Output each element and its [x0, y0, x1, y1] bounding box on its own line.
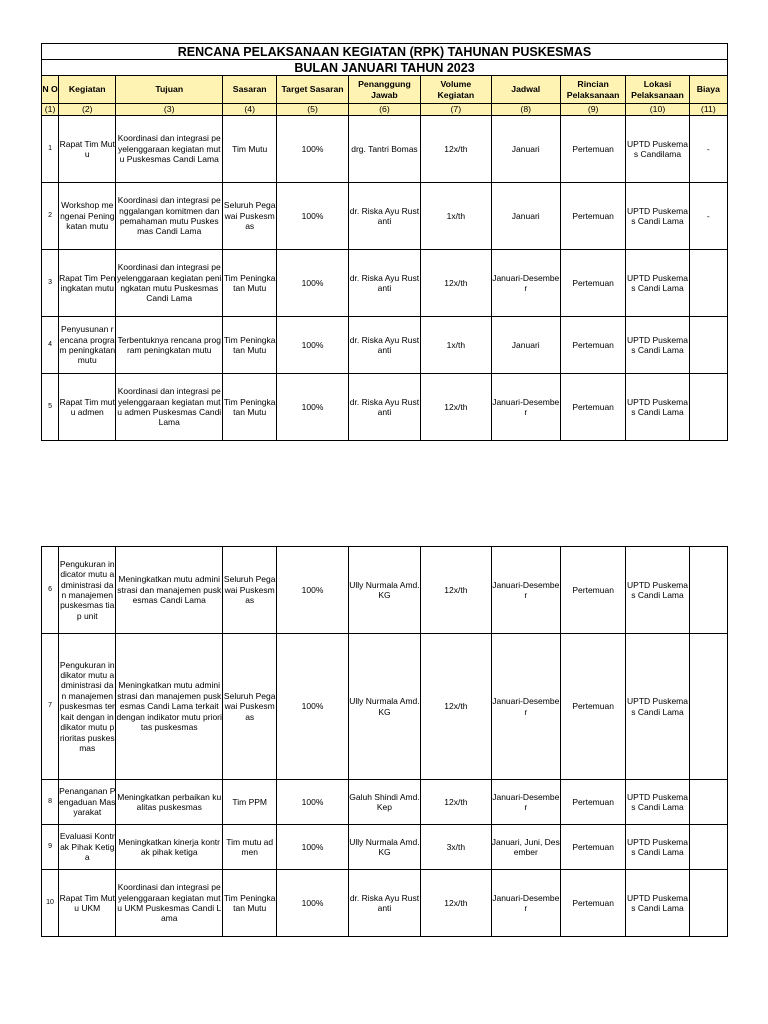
cell-volume: 3x/th: [421, 825, 491, 870]
cell-rincian: Pertemuan: [560, 116, 625, 183]
cell-kegiatan: Rapat Tim Peningkatan mutu: [59, 250, 116, 317]
cell-tujuan: Meningkatkan mutu administrasi dan manajemen puskesmas Candi Lama: [116, 547, 223, 634]
cell-penanggung-jawab: dr. Riska Ayu Rustanti: [348, 250, 420, 317]
cell-penanggung-jawab: dr. Riska Ayu Rustanti: [348, 374, 420, 441]
table-row: [42, 116, 728, 183]
cell-lokasi: UPTD Puskemas Candilama: [626, 116, 689, 183]
cell-rincian: Pertemuan: [560, 374, 625, 441]
table-row: [42, 547, 728, 634]
cell-kegiatan: Rapat Tim Mutu: [59, 116, 116, 183]
document-subtitle: BULAN JANUARI TAHUN 2023: [42, 60, 728, 76]
cell-jadwal: Januari, Juni, Desember: [491, 825, 560, 870]
col-num: (7): [421, 104, 491, 116]
row-number: 5: [42, 374, 59, 441]
cell-sasaran: Tim Peningkatan Mutu: [223, 250, 277, 317]
cell-rincian: Pertemuan: [560, 250, 625, 317]
cell-volume: 12x/th: [421, 116, 491, 183]
cell-biaya: [689, 870, 727, 937]
document-title: RENCANA PELAKSANAAN KEGIATAN (RPK) TAHUNAN PUSKESMAS: [42, 44, 728, 60]
cell-tujuan: Koordinasi dan integrasi peyelenggaraan kegiatan mutu admen Puskesmas Candi Lama: [116, 374, 223, 441]
cell-penanggung-jawab: Ully Nurmala Amd.KG: [348, 547, 420, 634]
col-num: (11): [689, 104, 727, 116]
col-num: (1): [42, 104, 59, 116]
cell-penanggung-jawab: dr. Riska Ayu Rustanti: [348, 317, 420, 374]
row-number: 10: [42, 870, 59, 937]
header-volume: Volume Kegiatan: [421, 76, 491, 104]
row-number: 3: [42, 250, 59, 317]
cell-tujuan: Meningkatkan kinerja kontrak pihak ketiga: [116, 825, 223, 870]
table-row: [42, 183, 728, 250]
col-num: (5): [277, 104, 348, 116]
col-num: (8): [491, 104, 560, 116]
table-row: [42, 780, 728, 825]
cell-tujuan: Koordinasi dan integrasi peyelenggaraan kegiatan peningkatan mutu Puskesmas Candi Lama: [116, 250, 223, 317]
cell-sasaran: Tim Peningkatan Mutu: [223, 374, 277, 441]
cell-biaya: -: [689, 183, 727, 250]
cell-jadwal: Januari: [491, 317, 560, 374]
cell-rincian: Pertemuan: [560, 870, 625, 937]
cell-sasaran: Tim Peningkatan Mutu: [223, 317, 277, 374]
row-number: 6: [42, 547, 59, 634]
cell-jadwal: Januari-Desember: [491, 780, 560, 825]
cell-volume: 1x/th: [421, 183, 491, 250]
row-number: 2: [42, 183, 59, 250]
row-number: 8: [42, 780, 59, 825]
cell-lokasi: UPTD Puskemas Candi Lama: [626, 870, 689, 937]
cell-rincian: Pertemuan: [560, 825, 625, 870]
cell-sasaran: Tim Peningkatan Mutu: [223, 870, 277, 937]
cell-rincian: Pertemuan: [560, 547, 625, 634]
cell-sasaran: Tim PPM: [223, 780, 277, 825]
cell-kegiatan: Pengukuran indikator mutu administrasi dan manajemen puskesmas terkait dengan indikator mutu prioritas puskesmas: [59, 634, 116, 780]
cell-jadwal: Januari: [491, 183, 560, 250]
cell-target: 100%: [277, 780, 348, 825]
cell-jadwal: Januari-Desember: [491, 634, 560, 780]
cell-kegiatan: Workshop mengenai Peningkatan mutu: [59, 183, 116, 250]
cell-penanggung-jawab: dr. Riska Ayu Rustanti: [348, 870, 420, 937]
row-number: 9: [42, 825, 59, 870]
table-row: [42, 250, 728, 317]
cell-kegiatan: Evaluasi Kontrak Pihak Ketiga: [59, 825, 116, 870]
cell-target: 100%: [277, 870, 348, 937]
rpk-table-part-2: [41, 546, 728, 937]
cell-jadwal: Januari-Desember: [491, 374, 560, 441]
cell-penanggung-jawab: Ully Nurmala Amd.KG: [348, 825, 420, 870]
row-number: 7: [42, 634, 59, 780]
cell-jadwal: Januari-Desember: [491, 547, 560, 634]
header-rincian: Rincian Pelaksanaan: [560, 76, 625, 104]
cell-target: 100%: [277, 825, 348, 870]
cell-sasaran: Tim Mutu: [223, 116, 277, 183]
cell-biaya: [689, 374, 727, 441]
cell-penanggung-jawab: dr. Riska Ayu Rustanti: [348, 183, 420, 250]
header-tujuan: Tujuan: [116, 76, 223, 104]
cell-lokasi: UPTD Puskemas Candi Lama: [626, 317, 689, 374]
cell-rincian: Pertemuan: [560, 780, 625, 825]
header-penanggung-jawab: Penanggung Jawab: [348, 76, 420, 104]
cell-volume: 12x/th: [421, 250, 491, 317]
cell-lokasi: UPTD Puskemas Candi Lama: [626, 250, 689, 317]
cell-sasaran: Seluruh Pegawai Puskesmas: [223, 547, 277, 634]
cell-sasaran: Seluruh Pegawai Puskesmas: [223, 183, 277, 250]
table-row: [42, 317, 728, 374]
cell-penanggung-jawab: Galuh Shindi Amd.Kep: [348, 780, 420, 825]
header-biaya: Biaya: [689, 76, 727, 104]
col-num: (9): [560, 104, 625, 116]
cell-jadwal: Januari-Desember: [491, 250, 560, 317]
cell-lokasi: UPTD Puskemas Candi Lama: [626, 374, 689, 441]
col-num: (2): [59, 104, 116, 116]
cell-target: 100%: [277, 547, 348, 634]
cell-biaya: [689, 634, 727, 780]
cell-kegiatan: Penyusunan rencana program peningkatan mutu: [59, 317, 116, 374]
cell-target: 100%: [277, 183, 348, 250]
cell-volume: 1x/th: [421, 317, 491, 374]
cell-volume: 12x/th: [421, 634, 491, 780]
cell-tujuan: Koordinasi dan integrasi penggalangan komitmen dan pemahaman mutu Puskesmas Candi Lama: [116, 183, 223, 250]
cell-kegiatan: Rapat Tim Mutu UKM: [59, 870, 116, 937]
cell-biaya: [689, 825, 727, 870]
cell-volume: 12x/th: [421, 374, 491, 441]
cell-kegiatan: Pengukuran indicator mutu administrasi dan manajemen puskesmas tiap unit: [59, 547, 116, 634]
cell-target: 100%: [277, 634, 348, 780]
cell-target: 100%: [277, 317, 348, 374]
cell-rincian: Pertemuan: [560, 634, 625, 780]
cell-lokasi: UPTD Puskemas Candi Lama: [626, 825, 689, 870]
header-no: N O: [42, 76, 59, 104]
header-target: Target Sasaran: [277, 76, 348, 104]
cell-volume: 12x/th: [421, 547, 491, 634]
col-num: (3): [116, 104, 223, 116]
table-row: [42, 870, 728, 937]
row-number: 1: [42, 116, 59, 183]
col-num: (4): [223, 104, 277, 116]
cell-tujuan: Koordinasi dan integrasi peyelenggaraan kegiatan mutu UKM Puskesmas Candi Lama: [116, 870, 223, 937]
cell-tujuan: Koordinasi dan integrasi peyelenggaraan kegiatan mutu Puskesmas Candi Lama: [116, 116, 223, 183]
cell-tujuan: Meningkatkan perbaikan kualitas puskesmas: [116, 780, 223, 825]
header-sasaran: Sasaran: [223, 76, 277, 104]
cell-jadwal: Januari: [491, 116, 560, 183]
cell-target: 100%: [277, 374, 348, 441]
cell-lokasi: UPTD Puskemas Candi Lama: [626, 634, 689, 780]
cell-biaya: [689, 250, 727, 317]
cell-jadwal: Januari-Desember: [491, 870, 560, 937]
cell-lokasi: UPTD Puskemas Candi Lama: [626, 183, 689, 250]
cell-sasaran: Seluruh Pegawai Puskesmas: [223, 634, 277, 780]
cell-target: 100%: [277, 250, 348, 317]
table-row: [42, 825, 728, 870]
cell-biaya: -: [689, 116, 727, 183]
table-row: [42, 634, 728, 780]
column-number-row: [42, 104, 728, 116]
cell-kegiatan: Penanganan Pengaduan Masyarakat: [59, 780, 116, 825]
table-header-row: [42, 76, 728, 104]
header-kegiatan: Kegiatan: [59, 76, 116, 104]
header-lokasi: Lokasi Pelaksanaan: [626, 76, 689, 104]
cell-target: 100%: [277, 116, 348, 183]
cell-volume: 12x/th: [421, 780, 491, 825]
cell-rincian: Pertemuan: [560, 317, 625, 374]
row-number: 4: [42, 317, 59, 374]
header-jadwal: Jadwal: [491, 76, 560, 104]
cell-sasaran: Tim mutu admen: [223, 825, 277, 870]
col-num: (6): [348, 104, 420, 116]
table-row: [42, 374, 728, 441]
cell-biaya: [689, 780, 727, 825]
cell-biaya: [689, 317, 727, 374]
cell-penanggung-jawab: drg. Tantri Bomas: [348, 116, 420, 183]
rpk-table-part-1: [41, 43, 728, 441]
cell-kegiatan: Rapat Tim mutu admen: [59, 374, 116, 441]
cell-volume: 12x/th: [421, 870, 491, 937]
cell-penanggung-jawab: Ully Nurmala Amd.KG: [348, 634, 420, 780]
cell-rincian: Pertemuan: [560, 183, 625, 250]
cell-lokasi: UPTD Puskemas Candi Lama: [626, 780, 689, 825]
cell-tujuan: Terbentuknya rencana program peningkatan mutu: [116, 317, 223, 374]
cell-biaya: [689, 547, 727, 634]
col-num: (10): [626, 104, 689, 116]
cell-lokasi: UPTD Puskemas Candi Lama: [626, 547, 689, 634]
cell-tujuan: Meningkatkan mutu administrasi dan manajemen puskesmas Candi Lama terkait dengan indikator mutu prioritas puskesmas: [116, 634, 223, 780]
